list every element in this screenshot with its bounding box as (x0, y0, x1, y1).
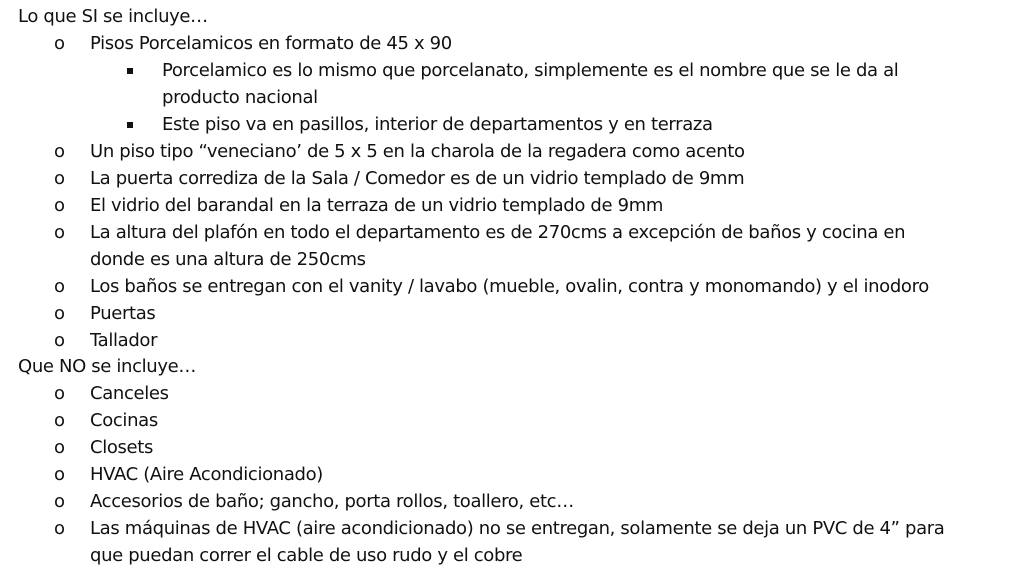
sub-list-item-text: producto nacional (162, 87, 318, 108)
circle-bullet-icon: o (54, 464, 66, 485)
list-item-text: Canceles (90, 383, 169, 404)
heading-text: Que NO se incluye… (18, 356, 197, 377)
circle-bullet-icon: o (54, 141, 66, 162)
circle-bullet-icon: o (54, 222, 66, 243)
list-item-text: La altura del plafón en todo el departamento es de 270cms a excepción de baños y cocina en (90, 222, 906, 243)
list-item-text: Pisos Porcelamicos en formato de 45 x 90 (90, 33, 452, 54)
list-item (0, 222, 1034, 249)
list-item (0, 195, 1034, 222)
sub-list-item-text: Porcelamico es lo mismo que porcelanato, simplemente es el nombre que se le da al (162, 60, 899, 81)
list-item (0, 330, 1034, 357)
list-item-text: donde es una altura de 250cms (90, 249, 366, 270)
heading-text: Lo que SI se incluye… (18, 6, 208, 27)
circle-bullet-icon: o (54, 518, 66, 539)
list-item (0, 276, 1034, 303)
list-item (0, 303, 1034, 330)
list-item (0, 464, 1034, 491)
circle-bullet-icon: o (54, 303, 66, 324)
circle-bullet-icon: o (54, 383, 66, 404)
circle-bullet-icon: o (54, 410, 66, 431)
sub-list-item (0, 114, 1034, 141)
sub-list-item-text: Este piso va en pasillos, interior de departamentos y en terraza (162, 114, 713, 135)
list-item-text: Cocinas (90, 410, 158, 431)
list-item-text: El vidrio del barandal en la terraza de un vidrio templado de 9mm (90, 195, 664, 216)
list-item (0, 141, 1034, 168)
list-item-text: Accesorios de baño; gancho, porta rollos, toallero, etc… (90, 491, 574, 512)
circle-bullet-icon: o (54, 168, 66, 189)
list-item-continuation (0, 545, 1034, 572)
list-item-text: Closets (90, 437, 154, 458)
list-item (0, 437, 1034, 464)
list-item-text: Puertas (90, 303, 156, 324)
excluded-heading (0, 356, 1034, 383)
list-item (0, 383, 1034, 410)
circle-bullet-icon: o (54, 330, 66, 351)
list-item (0, 410, 1034, 437)
circle-bullet-icon: o (54, 437, 66, 458)
included-heading (0, 6, 1034, 33)
list-item-text: que puedan correr el cable de uso rudo y el cobre (90, 545, 523, 566)
circle-bullet-icon: o (54, 491, 66, 512)
square-bullet-icon (127, 68, 133, 74)
list-item (0, 168, 1034, 195)
list-item (0, 491, 1034, 518)
list-item-continuation (0, 249, 1034, 276)
list-item-text: Las máquinas de HVAC (aire acondicionado) no se entregan, solamente se deja un PVC de 4” para (90, 518, 945, 539)
list-item-text: Tallador (90, 330, 158, 351)
circle-bullet-icon: o (54, 276, 66, 297)
sub-list-item-continuation (0, 87, 1034, 114)
circle-bullet-icon: o (54, 33, 66, 54)
list-item-text: Los baños se entregan con el vanity / lavabo (mueble, ovalin, contra y monomando) y el inodoro (90, 276, 929, 297)
sub-list-item (0, 60, 1034, 87)
square-bullet-icon (127, 122, 133, 128)
list-item-text: Un piso tipo “veneciano’ de 5 x 5 en la charola de la regadera como acento (90, 141, 745, 162)
circle-bullet-icon: o (54, 195, 66, 216)
list-item (0, 33, 1034, 60)
list-item-text: La puerta corrediza de la Sala / Comedor es de un vidrio templado de 9mm (90, 168, 745, 189)
list-item-text: HVAC (Aire Acondicionado) (90, 464, 323, 485)
list-item (0, 518, 1034, 545)
